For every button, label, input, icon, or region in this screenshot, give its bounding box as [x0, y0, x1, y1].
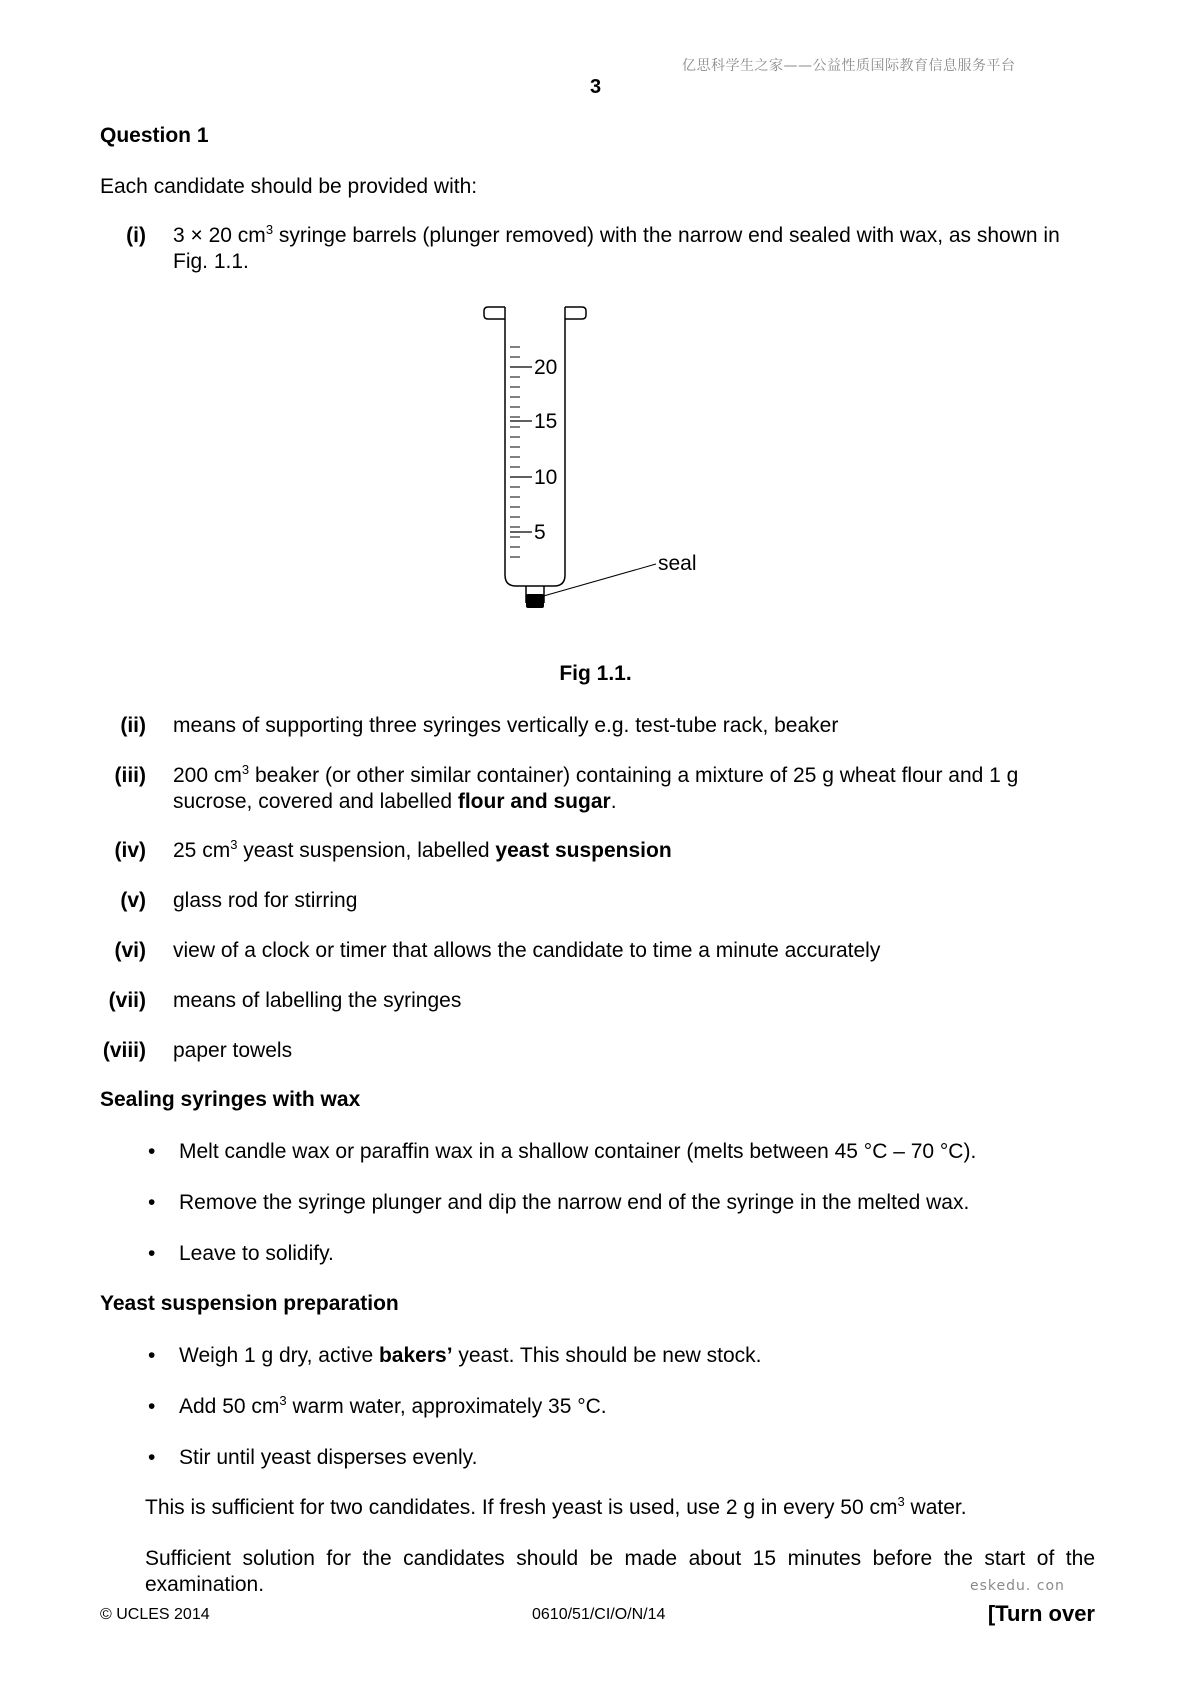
question-heading: Question 1	[100, 124, 209, 147]
list-item	[100, 763, 1100, 815]
bullet-dot: •	[148, 1140, 156, 1163]
wax-seal	[526, 594, 544, 608]
bullet-text: Remove the syringe plunger and dip the narrow end of the syringe in the melted wax.	[179, 1191, 970, 1214]
bullet-dot: •	[148, 1446, 156, 1469]
list-item	[100, 838, 1100, 864]
yeast-heading: Yeast suspension preparation	[100, 1292, 399, 1315]
bullet-dot: •	[148, 1242, 156, 1265]
seal-pointer-line	[540, 564, 656, 597]
bullet-text: Melt candle wax or paraffin wax in a shallow container (melts between 45 °C – 70 °C).	[179, 1140, 977, 1163]
item-text: view of a clock or timer that allows the candidate to time a minute accurately	[173, 939, 881, 962]
list-item	[100, 223, 1100, 275]
syringe-figure	[470, 305, 720, 615]
item-text: 3 × 20 $cm^3$ syringe barrels (plunger removed) with the narrow end sealed with wax, as shown in Fig. 1.1.	[173, 222, 1060, 273]
syringe-right-flange	[565, 307, 586, 319]
watermark-text: 亿思科学生之家——公益性质国际教育信息服务平台	[682, 58, 1016, 74]
tick-label-15: 15	[534, 410, 558, 433]
item-number: (v)	[120, 889, 146, 912]
bullet-dot: •	[148, 1191, 156, 1214]
paper-code: 0610/51/CI/O/N/14	[532, 1606, 666, 1623]
item-text: means of supporting three syringes vertically e.g. test-tube rack, beaker	[173, 714, 839, 737]
item-number: (ii)	[120, 714, 146, 737]
item-number: (viii)	[102, 1039, 146, 1062]
item-number: (vi)	[114, 939, 146, 962]
item-text: paper towels	[173, 1039, 293, 1062]
intro-text: Each candidate should be provided with:	[100, 175, 478, 198]
item-text: glass rod for stirring	[173, 889, 358, 912]
item-number: (iii)	[114, 764, 146, 787]
bullet-text: Stir until yeast disperses evenly.	[179, 1446, 478, 1469]
item-number: (i)	[126, 224, 146, 247]
seal-label: seal	[658, 552, 697, 575]
list-item	[100, 1038, 1100, 1064]
item-number: (vii)	[108, 989, 146, 1012]
copyright: © UCLES 2014	[100, 1606, 210, 1623]
item-text: 200 $cm^3$ beaker (or other similar container) containing a mixture of 25 g wheat flour and 1 g sucrose, covered and labelled flour and sugar.	[173, 762, 1019, 813]
item-text: means of labelling the syringes	[173, 989, 462, 1012]
list-item	[100, 938, 1100, 964]
syringe-left-flange	[484, 307, 505, 319]
sealing-heading: Sealing syringes with wax	[100, 1088, 361, 1111]
list-item	[100, 988, 1100, 1014]
item-number: (iv)	[114, 839, 146, 862]
bullet-text: Add 50 $cm^3$ warm water, approximately 35 °C.	[179, 1393, 607, 1418]
bullet-text: Leave to solidify.	[179, 1242, 334, 1265]
bullet-text: Weigh 1 g dry, active bakers’ yeast. This should be new stock.	[179, 1344, 762, 1367]
tick-label-20: 20	[534, 356, 558, 379]
yeast-note-1: This is sufficient for two candidates. If fresh yeast is used, use 2 g in every 50 $cm^3$ water.	[145, 1494, 967, 1519]
tick-label-5: 5	[534, 521, 546, 544]
list-item	[100, 713, 1100, 739]
page-number: 3	[589, 76, 602, 98]
syringe-scale-ticks	[510, 347, 520, 557]
item-text: 25 $cm^3$ yeast suspension, labelled yeast suspension	[173, 837, 672, 862]
figure-caption: Fig 1.1.	[559, 662, 632, 685]
list-item	[100, 888, 1100, 914]
tick-label-10: 10	[534, 466, 558, 489]
turn-over: [Turn over	[987, 1601, 1095, 1626]
bullet-dot: •	[148, 1344, 156, 1367]
yeast-note-2: Sufficient solution for the candidates should be made about 15 minutes before the start of the examination.	[145, 1547, 1095, 1596]
bullet-dot: •	[148, 1395, 156, 1418]
site-watermark: eskedu. con	[970, 1578, 1065, 1594]
